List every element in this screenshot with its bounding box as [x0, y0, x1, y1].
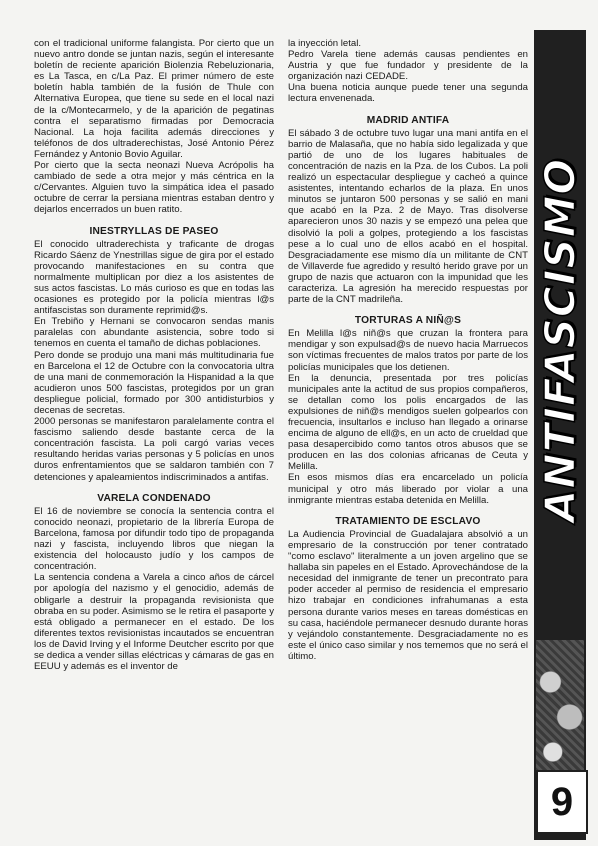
paragraph: La Audiencia Provincial de Guadalajara absolvió a un empresario de la construcción por tener contratado "como esclavo" literalmente a un joven argelino que se hallaba sin papeles en el Estado. Aprovechándose de la necesidad del inmigrante de tener un precontrato para poder acceder al permiso de residencia el empresario hizo trabajar en condiciones infrahumanas a esta persona durante varios meses en tareas domésticas en su casa, haciéndole permanecer desnudo durante horas y vejándolo constantemente. Desgraciadamente no es este el único caso similar y nos tememos que no será el último.	[288, 528, 529, 662]
section-title-vertical	[536, 40, 584, 640]
page-number: 9	[536, 770, 588, 834]
paragraph: 2000 personas se manifestaron paralelamente contra el fascismo saliendo desde bastante cerca de la concentración fascista. La poli cargó varias veces resultando heridas varias personas y 5 policías en unos duros enfrentamientos que se saldaron también con 7 detenciones y apaleamientos indiscriminados a antifas.	[34, 416, 274, 483]
paragraph: Una buena noticia aunque puede tener una segunda lectura envenenada.	[288, 82, 528, 105]
article-heading: TRATAMIENTO DE ESCLAVO	[335, 515, 481, 527]
section-title-text: ANTIFASCISMO	[536, 157, 584, 523]
sidebar-photo	[536, 640, 584, 780]
article-heading: MADRID ANTIFA	[366, 114, 450, 126]
article-heading: TORTURAS A NIÑ@S	[354, 315, 462, 327]
paragraph: Por cierto que la secta neonazi Nueva Acrópolis ha cambiado de sede a otra mejor y más céntrica en la c/Cervantes. Alguien tuvo la simpática idea el pasado octubre de cerrar la persiana mientras estaban dentro y dejarlos encerrados un buen ratito.	[34, 160, 274, 216]
paragraph: En la denuncia, presentada por tres policías municipales ante la actitud de sus propios compañeros, se detallan como los polis encargados de las expulsiones de niñ@s mendigos suelen golpearlos con frecuencia, insultarlos e incluso han llegado a orinarse encima de alguno de ell@s, en un acto de crueldad que pasa desapercibido como tantos otros abusos que se producen en las dos colonias africanas de Ceuta y Melilla.	[288, 372, 528, 473]
paragraph: con el tradicional uniforme falangista. Por cierto que un nuevo antro donde se juntan nazis, según el interesante boletín de reciente aparición Biolenzia Rebeluzionaria, es La Tasca, en c/La Paz. El primer número de este boletín habla también de la fusión de Thule con Alternativa Europea, que tiene su sede en el local nazi de la c/Montecarmelo, y de la aparición de pegatinas contra el separatismo firmadas por Democracia Nacional. La hoja facilita además direcciones y teléfonos de dos ultraderechistas, José Antonio Pérez Fernández y Antonio Bovio Aguilar.	[34, 38, 274, 160]
paragraph: En Melilla l@s niñ@s que cruzan la frontera para mendigar y son expulsad@s de nuevo hacia Marruecos son víctimas frecuentes de malos tratos por parte de los policías municipales que los detienen.	[288, 328, 528, 373]
paragraph: El sábado 3 de octubre tuvo lugar una mani antifa en el barrio de Malasaña, que no había sido legalizada y que partió de uno de los lugares habituales de concentración de nazis en la Pza. de los Cubos. La poli realizó un espectacular despliegue y cacheó a quince asistentes, intentando echarlos de la plaza. En unos minutos se juntaron 500 personas y se salió en mani que acabó en la Pza. 2 de Mayo. Tras disolverse aparecieron unos 30 nazis y se empezó una pelea que disolvió la poli a golpes, protegiendo a los fascistas pese a lo cual uno de ellos acabó en el hospital. Desgraciadamente ese mismo día un militante de CNT de Villaverde fue agredido y resultó herido grave por un grupo de nazis que actuaron con la impunidad que les caracteriza. La agresión ha merecido respuestas por parte de la CNT madrileña.	[288, 127, 528, 306]
article-heading: VARELA CONDENADO	[97, 492, 211, 504]
paragraph: El 16 de noviembre se conocía la sentencia contra el conocido neonazi, propietario de la librería Europa de Barcelona, famosa por difundir todo tipo de propaganda nazi y fascista, incluyendo libros que niegan la existencia del holocausto judío y los campos de concentración.	[34, 505, 274, 573]
paragraph: En Trebiño y Hernani se convocaron sendas manis paralelas con abundante asistencia, sobre todo si tenemos en cuenta el tamaño de dichas poblaciones.	[34, 316, 274, 350]
paragraph: Pero donde se produjo una mani más multitudinaria fue en Barcelona el 12 de Octubre con la convocatoria ultra de una mani de conmemoración la Hispanidad a la que acudieron unos 500 fascistas, protegidos por un gran despliegue policial, formado por 300 antidisturbios y decenas de secretas.	[34, 349, 274, 416]
paragraph: La sentencia condena a Varela a cinco años de cárcel por apología del nazismo y el genocidio, además de obligarle a destruir la propaganda revisionista que obraba en su poder. Asimismo se le retira el pasaporte y está obligado a permanecer en el estado. De los diferentes textos revisionistas incautados se encuentran los de David Irving y el Informe Deutcher escrito por que se dedica a vender sillas eléctricas y cámaras de gas en EEUU y además es el inventor de	[34, 572, 274, 673]
left-column	[34, 38, 274, 672]
paragraph: En esos mismos días era encarcelado un policía municipal y otro más liberado por violar a una inmigrante mientras estaba detenida en Melilla.	[288, 472, 528, 506]
right-column	[288, 38, 528, 662]
paragraph: El conocido ultraderechista y traficante de drogas Ricardo Sáenz de Ynestrillas sigue de gira por el estado provocando manifestaciones en su contra que normalmente multiplican por diez a los asistentes de sus actos fascistas. Lo más curioso es que en todas las ocasiones es protegido por la policía mientras l@s antifascistas son duramente reprimid@s.	[34, 238, 274, 317]
paragraph: Pedro Varela tiene además causas pendientes en Austria y que fue fundador y presidente de la organización nazi CEDADE.	[288, 49, 528, 83]
article-heading: INESTRYLLAS DE PASEO	[89, 225, 219, 237]
paragraph: la inyección letal.	[288, 38, 362, 49]
